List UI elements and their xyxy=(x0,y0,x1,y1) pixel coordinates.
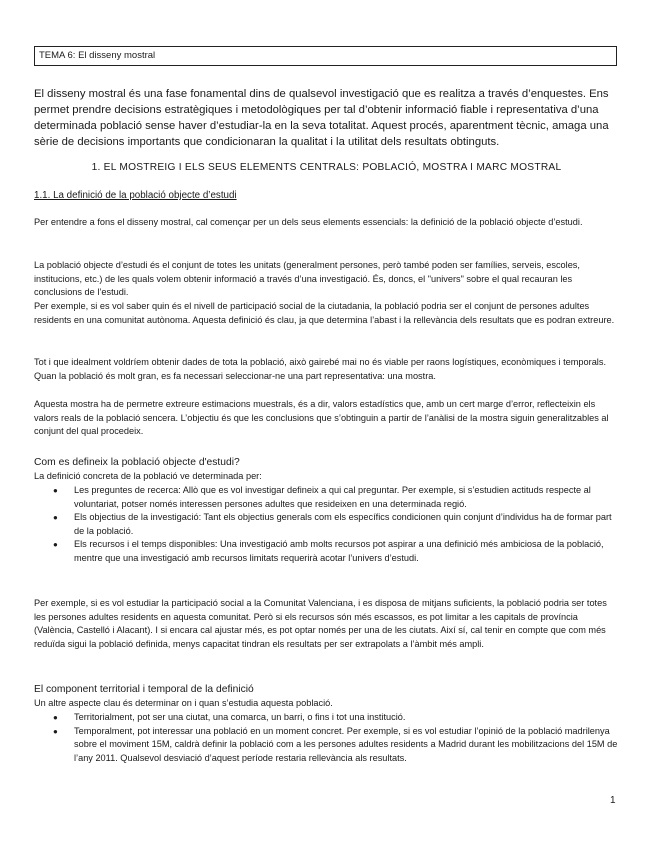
list-item-text: Els recursos i el temps disponibles: Una investigació amb molts recursos pot aspirar a una definició més ambiciosa de la població, mentre que una investigació amb recursos limitats requerirà acotar l’univers d’estudi. xyxy=(74,539,604,563)
list-item-text: Territorialment, pot ser una ciutat, una comarca, un barri, o fins i tot una institució. xyxy=(74,712,406,722)
question-heading-1: Com es defineix la població objecte d'estudi? xyxy=(34,457,240,468)
question-intro-1: La definició concreta de la població ve determinada per: xyxy=(34,471,262,481)
intro-paragraph: El disseny mostral és una fase fonamental dins de qualsevol investigació que es realitza a través d’enquestes. Ens permet prendre decisions estratègiques i metodològiques per tal d’obtenir informació fiable i representativa d’una determinada població sense haver d’estudiar-la en la seva totalitat. Aquest procés, aparentment tècnic, amaga una sèrie de decisions importants que condicionaran la qualitat i la utilitat dels resultats obtinguts. xyxy=(34,88,609,148)
section-heading: 1. EL MOSTREIG I ELS SEUS ELEMENTS CENTRALS: POBLACIÓ, MOSTRA I MARC MOSTRAL xyxy=(91,162,562,173)
paragraph-3: Per exemple, si es vol saber quin és el nivell de participació social de la ciutadania, la població podria ser el conjunt de persones adultes residents en una comunitat autònoma. Aquesta definició és clau, ja que determina l’abast i la rellevància dels resultats que es podran extreure. xyxy=(34,301,615,325)
bullet-list-1 xyxy=(34,484,618,566)
list-item xyxy=(34,511,618,538)
paragraph-4: Tot i que idealment voldríem obtenir dades de tota la població, això gairebé mai no és viable per raons logístiques, econòmiques i temporals. Quan la població és molt gran, es fa necessari seleccionar-ne una part representativa: una mostra. xyxy=(34,357,606,381)
list-item-text: Els objectius de la investigació: Tant els objectius generals com els específics condicionen quin conjunt d’individus ha de formar part de la població. xyxy=(74,512,612,536)
subsection-heading: 1.1. La definició de la població objecte d’estudi xyxy=(34,190,237,201)
document-title: TEMA 6: El disseny mostral xyxy=(34,46,617,66)
bullet-icon: ● xyxy=(53,713,58,722)
page-number: 1 xyxy=(610,795,616,806)
bullet-icon: ● xyxy=(53,486,58,495)
paragraph-2: La població objecte d’estudi és el conjunt de totes les unitats (generalment persones, però també poden ser famílies, serveis, escoles, institucions, etc.) de les quals volem obtenir informació a través d’una investigació. És, doncs, el "univers" sobre el qual recauran les conclusions de l’estudi. xyxy=(34,260,580,298)
paragraph-1: Per entendre a fons el disseny mostral, cal començar per un dels seus elements essencials: la definició de la població objecte d’estudi. xyxy=(34,217,583,227)
list-item xyxy=(34,711,618,725)
paragraph-6: Per exemple, si es vol estudiar la participació social a la Comunitat Valenciana, i es disposa de mitjans suficients, la població podria ser totes les persones adultes residents en aquesta comunitat. Però si els recursos són més escassos, es pot limitar a les capitals de província (València, Castelló i Alacant). I si encara cal ajustar més, es pot optar només per una de les ciutats. Així sí, cal tenir en compte que com més reduïda sigui la població definida, menys capacitat tindran els resultats per ser extrapolats a l’àmbit més ampli. xyxy=(34,598,607,649)
paragraph-5: Aquesta mostra ha de permetre extreure estimacions muestrals, és a dir, valors estadístics que, amb un cert marge d’error, reflecteixin els valors reals de la població sencera. L’objectiu és que les conclusions que s’obtinguin a partir de l’anàlisi de la mostra siguin generalitzables al conjunt del qual procedeix. xyxy=(34,399,609,437)
list-item xyxy=(34,725,618,766)
list-item xyxy=(34,484,618,511)
bullet-list-2 xyxy=(34,711,618,765)
question-intro-2: Un altre aspecte clau és determinar on i quan s’estudia aquesta població. xyxy=(34,698,333,708)
bullet-icon: ● xyxy=(53,540,58,550)
list-item xyxy=(34,538,618,565)
list-item-text: Temporalment, pot interessar una població en un moment concret. Per exemple, si es vol estudiar l’opinió de la població madrilenya sobre el moviment 15M, caldrà definir la població com a les persones adultes residents a Madrid durant les mobilitzacions del 15M de l’any 2011. Qualsevol desviació d’aquest període restaria rellevància als resultats. xyxy=(74,725,618,763)
bullet-icon: ● xyxy=(53,513,58,523)
list-item-text: Les preguntes de recerca: Allò que es vol investigar defineix a qui cal preguntar. Per exemple, si s’estudien actituds respecte al voluntariat, potser només interessen persones adultes que resideixen en una determinada regió. xyxy=(74,485,591,509)
question-heading-2: El component territorial i temporal de la definició xyxy=(34,684,254,695)
bullet-icon: ● xyxy=(53,726,58,736)
